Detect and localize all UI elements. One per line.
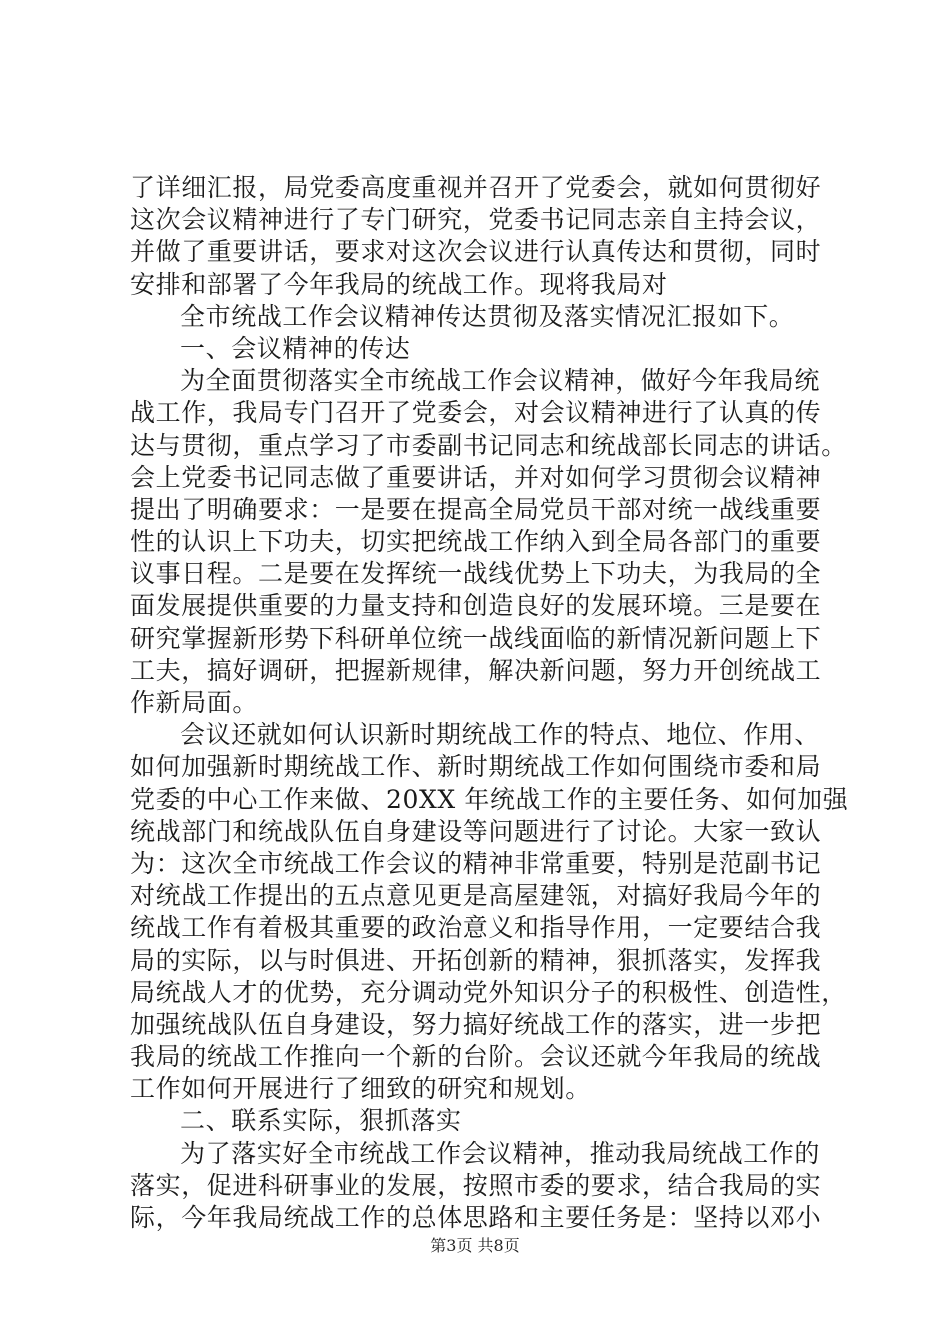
- text-line: 会上党委书记同志做了重要讲话，并对如何学习贯彻会议精神: [130, 462, 822, 492]
- text-line: 了详细汇报，局党委高度重视并召开了党委会，就如何贯彻好: [130, 173, 822, 202]
- text-line: 研究掌握新形势下科研单位统一战线面临的新情况新问题上下: [130, 623, 822, 653]
- text-line: 面发展提供重要的力量支持和创造良好的发展环境。三是要在: [130, 591, 822, 621]
- text-line: 工夫，搞好调研，把握新规律，解决新问题，努力开创统战工: [130, 655, 822, 685]
- text-line: 党委的中心工作来做、20XX 年统战工作的主要任务、如何加强: [130, 784, 849, 814]
- paragraph-line: 会议还就如何认识新时期统战工作的特点、地位、作用、: [180, 720, 821, 750]
- paragraph-line: 为全面贯彻落实全市统战工作会议精神，做好今年我局统: [180, 366, 821, 396]
- text-line: 局的实际，以与时俱进、开拓创新的精神，狠抓落实，发挥我: [130, 945, 822, 975]
- paragraph-line: 为了落实好全市统战工作会议精神，推动我局统战工作的: [180, 1138, 821, 1168]
- text-line: 际，今年我局统战工作的总体思路和主要任务是：坚持以邓小: [130, 1203, 822, 1232]
- text-line: 局统战人才的优势，充分调动党外知识分子的积极性、创造性，: [130, 977, 847, 1007]
- text-line: 统战工作有着极其重要的政治意义和指导作用，一定要结合我: [130, 913, 822, 943]
- paragraph-line: 全市统战工作会议精神传达贯彻及落实情况汇报如下。: [180, 301, 795, 331]
- text-line: 并做了重要讲话，要求对这次会议进行认真传达和贯彻，同时: [130, 237, 822, 267]
- text-line: 议事日程。二是要在发挥统一战线优势上下功夫，为我局的全: [130, 559, 822, 589]
- text-line: 如何加强新时期统战工作、新时期统战工作如何围绕市委和局: [130, 752, 822, 782]
- text-line: 性的认识上下功夫，切实把统战工作纳入到全局各部门的重要: [130, 527, 822, 557]
- section-heading: 二、联系实际，狠抓落实: [180, 1106, 462, 1136]
- text-line: 作新局面。: [130, 688, 259, 717]
- text-line: 提出了明确要求：一是要在提高全局党员干部对统一战线重要: [130, 494, 822, 524]
- text-line: 战工作，我局专门召开了党委会，对会议精神进行了认真的传: [130, 398, 822, 428]
- body-text: [130, 172, 849, 1234]
- text-line: 统战部门和统战队伍自身建设等问题进行了讨论。大家一致认: [130, 816, 822, 846]
- section-heading: 一、会议精神的传达: [180, 333, 411, 363]
- text-line: 对统战工作提出的五点意见更是高屋建瓴，对搞好我局今年的: [130, 881, 822, 911]
- text-line: 加强统战队伍自身建设，努力搞好统战工作的落实，进一步把: [130, 1009, 822, 1039]
- text-line: 落实，促进科研事业的发展，按照市委的要求，结合我局的实: [130, 1170, 822, 1200]
- text-line: 为：这次全市统战工作会议的精神非常重要，特别是范副书记: [130, 848, 822, 878]
- page-footer: 第3页 共8页: [430, 1236, 520, 1255]
- text-line: 达与贯彻，重点学习了市委副书记同志和统战部长同志的讲话。: [130, 430, 847, 460]
- text-line: 我局的统战工作推向一个新的台阶。会议还就今年我局的统战: [130, 1042, 822, 1072]
- text-line: 安排和部署了今年我局的统战工作。现将我局对: [130, 269, 668, 299]
- text-line: 工作如何开展进行了细致的研究和规划。: [130, 1074, 591, 1104]
- text-line: 这次会议精神进行了专门研究，党委书记同志亲自主持会议，: [130, 205, 822, 235]
